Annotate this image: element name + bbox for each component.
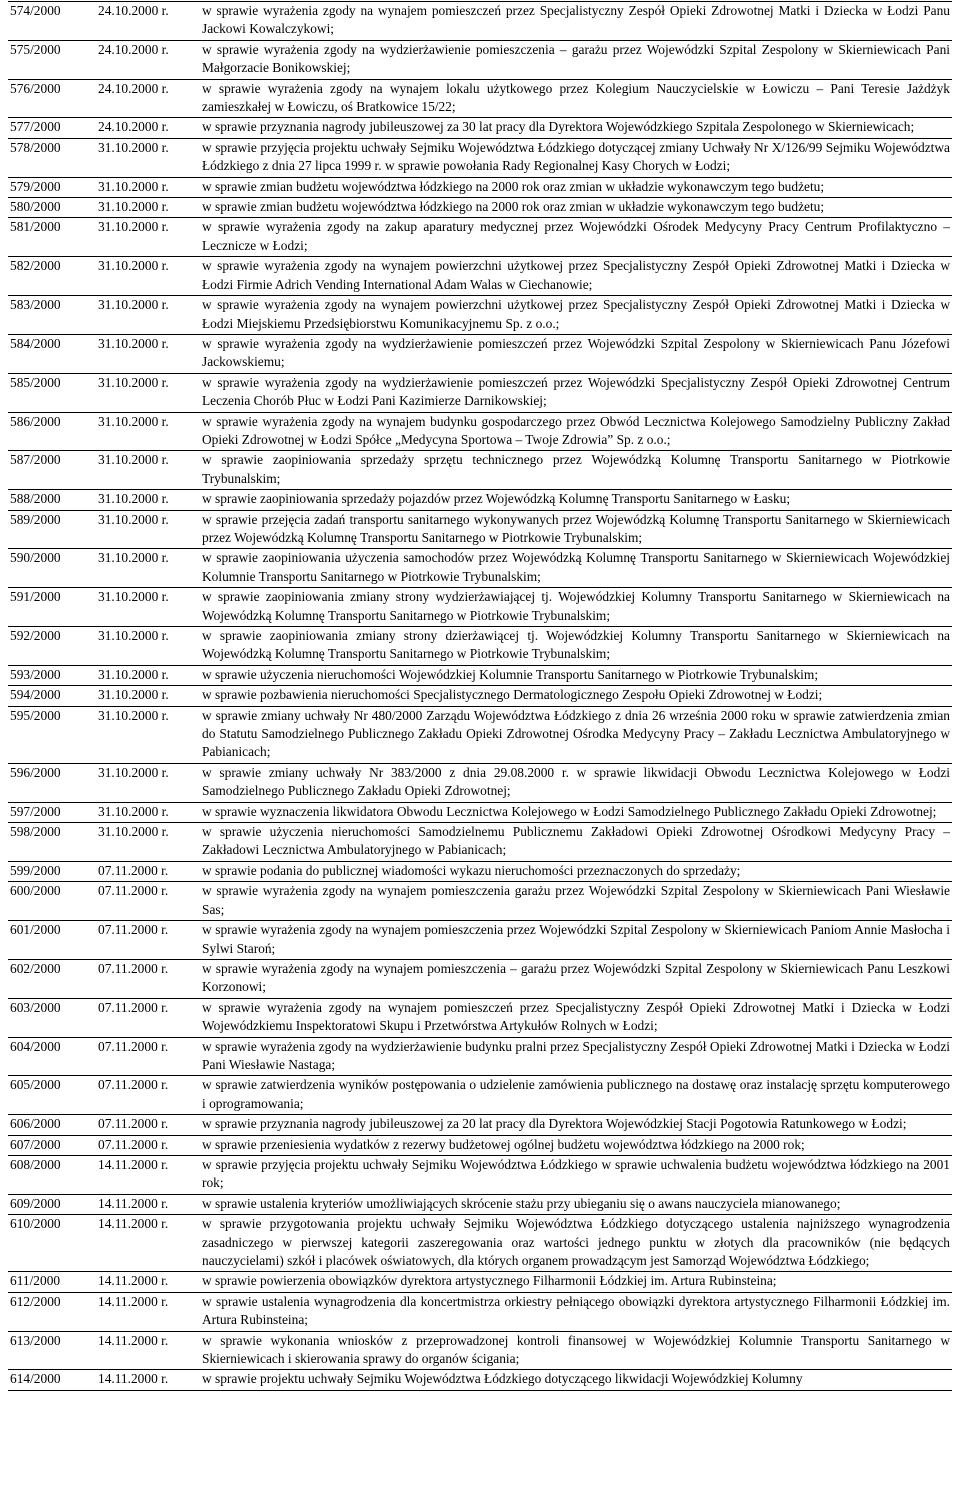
resolution-date: 31.10.2000 r.: [98, 588, 202, 627]
resolution-number: 596/2000: [8, 763, 98, 802]
resolution-date: 31.10.2000 r.: [98, 706, 202, 763]
resolution-number: 603/2000: [8, 998, 98, 1037]
table-row: [8, 549, 952, 588]
resolution-subject: w sprawie przeniesienia wydatków z rezerwy budżetowej ogólnej budżetu województwa łódzkiego na 2000 rok;: [202, 1135, 952, 1155]
table-row: [8, 998, 952, 1037]
resolution-number: 585/2000: [8, 373, 98, 412]
resolution-subject: w sprawie ustalenia wynagrodzenia dla koncertmistrza orkiestry pełniącego obowiązki dyrektora artystycznego Filharmonii Łódzkiej im. Artura Rubinsteina;: [202, 1292, 952, 1331]
table-row: [8, 1037, 952, 1076]
table-row: [8, 40, 952, 79]
resolution-date: 31.10.2000 r.: [98, 257, 202, 296]
resolution-subject: w sprawie wyrażenia zgody na wynajem pomieszczeń przez Specjalistyczny Zespół Opieki Zdrowotnej Matki i Dziecka w Łodzi Wojewódzkiemu Inspektoratowi Skupu i Przetwórstwa Artykułów Rolnych w Łodzi;: [202, 998, 952, 1037]
table-row: [8, 686, 952, 706]
table-row: [8, 79, 952, 118]
table-row: [8, 861, 952, 881]
resolution-date: 07.11.2000 r.: [98, 921, 202, 960]
table-row: [8, 959, 952, 998]
resolution-date: 24.10.2000 r.: [98, 79, 202, 118]
resolution-number: 614/2000: [8, 1370, 98, 1390]
resolution-number: 604/2000: [8, 1037, 98, 1076]
resolution-number: 605/2000: [8, 1076, 98, 1115]
table-row: [8, 2, 952, 41]
resolution-subject: w sprawie zaopiniowania zmiany strony wydzierżawiającej tj. Wojewódzkiej Kolumny Transportu Sanitarnego w Skierniewicach na Wojewódzką Kolumnę Transportu Sanitarnego w Piotrkowie Trybunalskim;: [202, 588, 952, 627]
resolution-subject: w sprawie powierzenia obowiązków dyrektora artystycznego Filharmonii Łódzkiej im. Artura Rubinsteina;: [202, 1272, 952, 1292]
resolution-number: 598/2000: [8, 823, 98, 862]
resolution-date: 07.11.2000 r.: [98, 861, 202, 881]
table-row: [8, 627, 952, 666]
table-row: [8, 823, 952, 862]
resolution-date: 31.10.2000 r.: [98, 686, 202, 706]
resolution-number: 611/2000: [8, 1272, 98, 1292]
resolution-subject: w sprawie wykonania wniosków z przeprowadzonej kontroli finansowej w Wojewódzkiej Kolumnie Transportu Sanitarnego w Skierniewicach i skierowania sprawy do organów ścigania;: [202, 1331, 952, 1370]
resolution-number: 600/2000: [8, 882, 98, 921]
resolution-subject: w sprawie użyczenia nieruchomości Samodzielnemu Publicznemu Zakładowi Opieki Zdrowotnej Ośrodkowi Medycyny Pracy – Zakładowi Lecznictwa Ambulatoryjnego w Pabianicach;: [202, 823, 952, 862]
resolution-number: 606/2000: [8, 1115, 98, 1135]
resolution-date: 31.10.2000 r.: [98, 451, 202, 490]
resolution-subject: w sprawie wyrażenia zgody na wydzierżawienie pomieszczeń przez Wojewódzki Specjalistyczny Zespół Opieki Zdrowotnej Centrum Leczenia Chorób Płuc w Łodzi Pani Kazimierze Darnikowskiej;: [202, 373, 952, 412]
table-row: [8, 882, 952, 921]
resolution-subject: w sprawie zmiany uchwały Nr 383/2000 z dnia 29.08.2000 r. w sprawie likwidacji Obwodu Lecznictwa Kolejowego w Łodzi Samodzielnego Publicznego Zakładu Opieki Zdrowotnej;: [202, 763, 952, 802]
resolution-subject: w sprawie przyjęcia projektu uchwały Sejmiku Województwa Łódzkiego w sprawie uchwalenia budżetu województwa łódzkiego na 2001 rok;: [202, 1155, 952, 1194]
resolution-subject: w sprawie wyrażenia zgody na wydzierżawienie pomieszczenia – garażu przez Wojewódzki Szpital Zespolony w Skierniewicach Pani Małgorzacie Bonikowskiej;: [202, 40, 952, 79]
table-row: [8, 412, 952, 451]
resolution-date: 14.11.2000 r.: [98, 1272, 202, 1292]
resolution-date: 31.10.2000 r.: [98, 198, 202, 218]
table-row: [8, 1194, 952, 1214]
resolution-date: 31.10.2000 r.: [98, 549, 202, 588]
resolution-subject: w sprawie przyjęcia projektu uchwały Sejmiku Województwa Łódzkiego dotyczącej zmiany Uchwały Nr X/126/99 Sejmiku Województwa Łódzkiego z dnia 27 lipca 1999 r. w sprawie powołania Rady Regionalnej Kasy Chorych w Łodzi;: [202, 138, 952, 177]
table-row: [8, 510, 952, 549]
resolution-date: 31.10.2000 r.: [98, 218, 202, 257]
resolution-number: 582/2000: [8, 257, 98, 296]
resolution-number: 592/2000: [8, 627, 98, 666]
resolutions-table: [8, 1, 952, 1391]
resolution-date: 24.10.2000 r.: [98, 40, 202, 79]
resolution-date: 31.10.2000 r.: [98, 412, 202, 451]
resolution-date: 31.10.2000 r.: [98, 627, 202, 666]
table-row: [8, 451, 952, 490]
resolution-subject: w sprawie przyznania nagrody jubileuszowej za 30 lat pracy dla Dyrektora Wojewódzkiego Szpitala Zespolonego w Skierniewicach;: [202, 118, 952, 138]
resolution-subject: w sprawie wyrażenia zgody na wydzierżawienie pomieszczeń przez Wojewódzki Szpital Zespolony w Skierniewicach Panu Józefowi Jackowskiemu;: [202, 334, 952, 373]
resolution-subject: w sprawie wyrażenia zgody na wynajem pomieszczeń przez Specjalistyczny Zespół Opieki Zdrowotnej Matki i Dziecka w Łodzi Panu Jackowi Kowalczykowi;: [202, 2, 952, 41]
resolution-subject: w sprawie wyrażenia zgody na zakup aparatury medycznej przez Wojewódzki Ośrodek Medycyny Pracy Centrum Profilaktyczno – Lecznicze w Łodzi;: [202, 218, 952, 257]
resolution-date: 14.11.2000 r.: [98, 1194, 202, 1214]
table-row: [8, 334, 952, 373]
resolution-subject: w sprawie wyrażenia zgody na wynajem powierzchni użytkowej przez Specjalistyczny Zespół Opieki Zdrowotnej Matki i Dziecka w Łodzi Miejskiemu Przedsiębiorstwu Komunikacyjnemu Sp. z o.o.;: [202, 296, 952, 335]
resolution-number: 589/2000: [8, 510, 98, 549]
resolution-date: 14.11.2000 r.: [98, 1215, 202, 1272]
resolution-date: 31.10.2000 r.: [98, 823, 202, 862]
table-row: [8, 218, 952, 257]
resolution-date: 31.10.2000 r.: [98, 177, 202, 197]
table-row: [8, 1135, 952, 1155]
table-row: [8, 1076, 952, 1115]
resolution-date: 31.10.2000 r.: [98, 334, 202, 373]
resolution-subject: w sprawie wyrażenia zgody na wynajem lokalu użytkowego przez Kolegium Nauczycielskie w Łowiczu – Pani Teresie Jażdżyk zamieszkałej w Łowiczu, oś Bratkowice 15/22;: [202, 79, 952, 118]
resolutions-table-body: [8, 2, 952, 1391]
resolution-subject: w sprawie użyczenia nieruchomości Wojewódzkiej Kolumnie Transportu Sanitarnego w Piotrkowie Trybunalskim;: [202, 665, 952, 685]
resolution-date: 31.10.2000 r.: [98, 802, 202, 822]
resolution-number: 607/2000: [8, 1135, 98, 1155]
resolution-number: 601/2000: [8, 921, 98, 960]
table-row: [8, 665, 952, 685]
resolution-number: 575/2000: [8, 40, 98, 79]
resolution-subject: w sprawie wyrażenia zgody na wynajem powierzchni użytkowej przez Specjalistyczny Zespół Opieki Zdrowotnej Matki i Dziecka w Łodzi Firmie Adrich Vending International Adam Walas w Ciechanowie;: [202, 257, 952, 296]
resolution-number: 577/2000: [8, 118, 98, 138]
resolution-number: 576/2000: [8, 79, 98, 118]
resolution-number: 578/2000: [8, 138, 98, 177]
resolution-number: 597/2000: [8, 802, 98, 822]
resolution-number: 591/2000: [8, 588, 98, 627]
resolution-subject: w sprawie zaopiniowania użyczenia samochodów przez Wojewódzką Kolumnę Transportu Sanitarnego w Skierniewicach Wojewódzkiej Kolumnie Transportu Sanitarnego w Piotrkowie Trybunalskim;: [202, 549, 952, 588]
table-row: [8, 296, 952, 335]
resolution-subject: w sprawie wyrażenia zgody na wynajem pomieszczenia przez Wojewódzki Szpital Zespolony w Skierniewicach Paniom Annie Masłocha i Sylwi Staroń;: [202, 921, 952, 960]
resolution-number: 612/2000: [8, 1292, 98, 1331]
resolution-number: 583/2000: [8, 296, 98, 335]
resolution-subject: w sprawie pozbawienia nieruchomości Specjalistycznego Dermatologicznego Zespołu Opieki Zdrowotnej w Łodzi;: [202, 686, 952, 706]
resolution-number: 608/2000: [8, 1155, 98, 1194]
resolution-subject: w sprawie zmiany uchwały Nr 480/2000 Zarządu Województwa Łódzkiego z dnia 26 września 2000 roku w sprawie zatwierdzenia zmian do Statutu Samodzielnego Publicznego Zakładu Opieki Zdrowotnej Ośrodka Medycyny Pracy – Zakładu Lecznictwa Ambulatoryjnego w Pabianicach;: [202, 706, 952, 763]
resolution-subject: w sprawie zaopiniowania zmiany strony dzierżawiącej tj. Wojewódzkiej Kolumny Transportu Sanitarnego w Skierniewicach na Wojewódzką Kolumnę Transportu Sanitarnego w Piotrkowie Trybunalskim;: [202, 627, 952, 666]
resolution-subject: w sprawie przygotowania projektu uchwały Sejmiku Województwa Łódzkiego dotyczącego ustalenia najniższego wynagrodzenia zasadniczego w pierwszej kategorii zaszeregowania oraz wartości jednego punktu w złotych dla pracowników (nie będących nauczycielami) szkół i placówek oświatowych, dla których organem prowadzącym jest Samorząd Województwa Łódzkiego;: [202, 1215, 952, 1272]
resolution-number: 594/2000: [8, 686, 98, 706]
resolution-number: 584/2000: [8, 334, 98, 373]
resolution-date: 07.11.2000 r.: [98, 959, 202, 998]
resolution-subject: w sprawie wyrażenia zgody na wynajem pomieszczenia – garażu przez Wojewódzki Szpital Zespolony w Skierniewicach Panu Leszkowi Korzonowi;: [202, 959, 952, 998]
resolution-number: 580/2000: [8, 198, 98, 218]
resolution-number: 599/2000: [8, 861, 98, 881]
table-row: [8, 1155, 952, 1194]
resolution-subject: w sprawie wyrażenia zgody na wynajem budynku gospodarczego przez Obwód Lecznictwa Kolejowego Samodzielny Publiczny Zakład Opieki Zdrowotnej w Łodzi Spółce „Medycyna Sportowa – Twoje Zdrowia” Sp. z o.o.;: [202, 412, 952, 451]
table-row: [8, 138, 952, 177]
resolution-date: 31.10.2000 r.: [98, 510, 202, 549]
table-row: [8, 1272, 952, 1292]
resolution-subject: w sprawie przejęcia zadań transportu sanitarnego wykonywanych przez Wojewódzką Kolumnę Transportu Sanitarnego w Skierniewicach przez Wojewódzką Kolumnę Transportu Sanitarnego w Piotrkowie Trybunalskim;: [202, 510, 952, 549]
table-row: [8, 1292, 952, 1331]
table-row: [8, 763, 952, 802]
resolution-subject: w sprawie zaopiniowania sprzedaży sprzętu technicznego przez Wojewódzką Kolumnę Transportu Sanitarnego w Piotrkowie Trybunalskim;: [202, 451, 952, 490]
resolution-date: 07.11.2000 r.: [98, 1135, 202, 1155]
resolution-date: 31.10.2000 r.: [98, 296, 202, 335]
table-row: [8, 1115, 952, 1135]
resolution-number: 609/2000: [8, 1194, 98, 1214]
resolution-subject: w sprawie przyznania nagrody jubileuszowej za 20 lat pracy dla Dyrektora Wojewódzkiej Stacji Pogotowia Ratunkowego w Łodzi;: [202, 1115, 952, 1135]
table-row: [8, 118, 952, 138]
table-row: [8, 588, 952, 627]
resolution-date: 07.11.2000 r.: [98, 882, 202, 921]
resolution-date: 31.10.2000 r.: [98, 665, 202, 685]
resolution-subject: w sprawie projektu uchwały Sejmiku Województwa Łódzkiego dotyczącego likwidacji Wojewódzkiej Kolumny: [202, 1370, 952, 1390]
resolution-date: 07.11.2000 r.: [98, 1076, 202, 1115]
resolution-subject: w sprawie wyrażenia zgody na wydzierżawienie budynku pralni przez Specjalistyczny Zespół Opieki Zdrowotnej Matki i Dziecka w Łodzi Pani Wiesławie Nastaga;: [202, 1037, 952, 1076]
resolution-number: 590/2000: [8, 549, 98, 588]
resolution-subject: w sprawie zmian budżetu województwa łódzkiego na 2000 rok oraz zmian w układzie wykonawczym tego budżetu;: [202, 177, 952, 197]
resolution-subject: w sprawie zaopiniowania sprzedaży pojazdów przez Wojewódzką Kolumnę Transportu Sanitarnego w Łasku;: [202, 490, 952, 510]
resolution-number: 588/2000: [8, 490, 98, 510]
table-row: [8, 490, 952, 510]
table-row: [8, 1215, 952, 1272]
table-row: [8, 802, 952, 822]
resolution-date: 07.11.2000 r.: [98, 1115, 202, 1135]
table-row: [8, 373, 952, 412]
resolution-date: 14.11.2000 r.: [98, 1331, 202, 1370]
table-row: [8, 921, 952, 960]
resolution-number: 593/2000: [8, 665, 98, 685]
resolution-subject: w sprawie ustalenia kryteriów umożliwiających skrócenie stażu przy ubieganiu się o awans nauczyciela mianowanego;: [202, 1194, 952, 1214]
resolution-number: 587/2000: [8, 451, 98, 490]
resolution-date: 24.10.2000 r.: [98, 2, 202, 41]
resolution-date: 31.10.2000 r.: [98, 763, 202, 802]
table-row: [8, 198, 952, 218]
resolution-subject: w sprawie podania do publicznej wiadomości wykazu nieruchomości przeznaczonych do sprzedaży;: [202, 861, 952, 881]
table-row: [8, 1331, 952, 1370]
table-row: [8, 706, 952, 763]
resolution-date: 14.11.2000 r.: [98, 1155, 202, 1194]
resolution-number: 610/2000: [8, 1215, 98, 1272]
resolution-date: 07.11.2000 r.: [98, 1037, 202, 1076]
resolution-number: 579/2000: [8, 177, 98, 197]
resolution-number: 574/2000: [8, 2, 98, 41]
resolution-date: 14.11.2000 r.: [98, 1370, 202, 1390]
resolution-subject: w sprawie zmian budżetu województwa łódzkiego na 2000 rok oraz zmian w układzie wykonawczym tego budżetu;: [202, 198, 952, 218]
resolution-date: 14.11.2000 r.: [98, 1292, 202, 1331]
resolution-subject: w sprawie zatwierdzenia wyników postępowania o udzielenie zamówienia publicznego na dostawę oraz instalację sprzętu komputerowego i oprogramowania;: [202, 1076, 952, 1115]
table-row: [8, 257, 952, 296]
resolution-date: 31.10.2000 r.: [98, 373, 202, 412]
resolution-number: 602/2000: [8, 959, 98, 998]
resolution-date: 31.10.2000 r.: [98, 490, 202, 510]
resolution-number: 581/2000: [8, 218, 98, 257]
resolution-number: 595/2000: [8, 706, 98, 763]
resolution-date: 07.11.2000 r.: [98, 998, 202, 1037]
resolution-subject: w sprawie wyrażenia zgody na wynajem pomieszczenia garażu przez Wojewódzki Szpital Zespolony w Skierniewicach Pani Wiesławie Sas;: [202, 882, 952, 921]
resolution-number: 586/2000: [8, 412, 98, 451]
resolution-date: 24.10.2000 r.: [98, 118, 202, 138]
table-row: [8, 1370, 952, 1390]
resolution-subject: w sprawie wyznaczenia likwidatora Obwodu Lecznictwa Kolejowego w Łodzi Samodzielnego Publicznego Zakładu Opieki Zdrowotnej;: [202, 802, 952, 822]
table-row: [8, 177, 952, 197]
resolution-number: 613/2000: [8, 1331, 98, 1370]
resolution-date: 31.10.2000 r.: [98, 138, 202, 177]
